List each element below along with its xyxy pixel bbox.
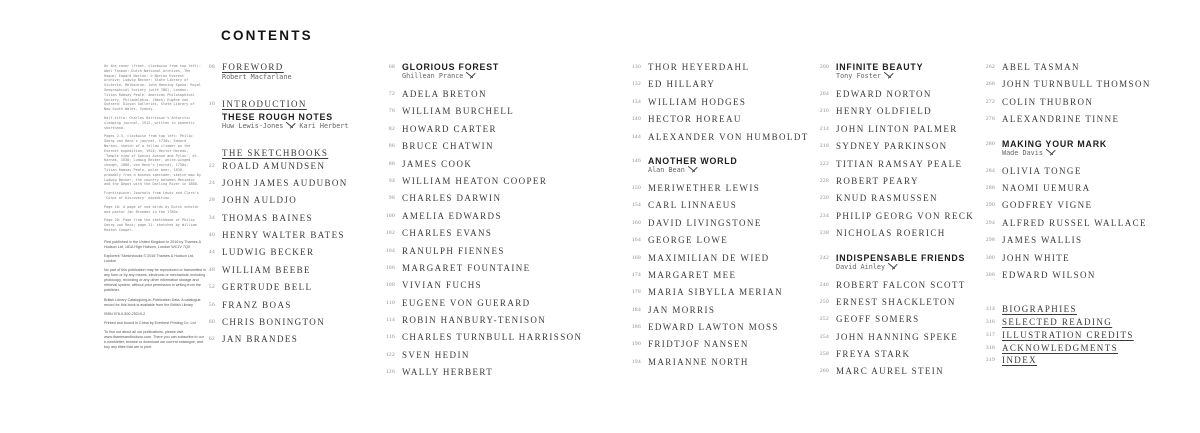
toc-entry <box>982 62 1177 79</box>
page-number: 214 <box>819 125 829 132</box>
page-number: 114 <box>386 317 395 324</box>
page-number: 106 <box>385 264 395 271</box>
publication-paragraph: First published in the United Kingdom in 2016 by Thames & Hudson Ltd, 181A High Holborn, London WC1V 7QX <box>104 240 202 249</box>
page-number: 164 <box>631 237 641 244</box>
publication-paragraph: To find out about all our publications, please visit www.thamesandhudson.com. There you can subscribe to our e-newsletter, browse or download our current catalogue, and buy any titles that are in print. <box>104 330 204 350</box>
explorer-name: JOHN HANNING SPEKE <box>836 331 959 342</box>
publication-paragraph: No part of this publication may be reproduced or transmitted in any form or by any means, electronic or mechanical, including photocopy, recording or any other information storage and retrieval system, without prior permission in writing from the publisher. <box>104 268 206 293</box>
explorer-name: EDWARD LAWTON MOSS <box>648 322 779 333</box>
toc-column-2 <box>382 62 617 385</box>
page-number: 122 <box>385 351 395 358</box>
page-number: 230 <box>819 195 829 202</box>
page-number: 280 <box>985 140 995 147</box>
toc-entry <box>382 176 617 193</box>
toc-entry <box>628 79 818 96</box>
page-number: 250 <box>819 298 829 305</box>
page-number: 228 <box>819 177 829 184</box>
page-number: 210 <box>819 108 829 115</box>
cover-credit-paragraph: Page 10: A page of sea birds by Dutch scholar and pastor Jan Brandes in the 1780s. <box>104 204 199 214</box>
page-number: 44 <box>208 249 215 256</box>
explorer-name: SYDNEY PARKINSON <box>836 141 948 152</box>
toc-entry <box>202 247 377 264</box>
page-number: 200 <box>819 64 829 70</box>
page-number: 48 <box>208 266 215 273</box>
toc-entry <box>382 315 617 332</box>
explorer-name: JOHN JAMES AUDUBON <box>222 177 348 188</box>
page-number: 24 <box>208 179 215 186</box>
contributor-byline: Ghillean Prance <box>402 72 479 81</box>
page-number: 272 <box>985 98 995 105</box>
cover-credit-paragraph: On the cover (front, clockwise from top left): Abel Tasman: Dutch National Archives, The Hague; Edward Norton: © Norton Everest Archive; Ludwig Becker: State Library of Victoria, Melbourne; John Hanning Speke: Royal Geographical Society (with IBG), London; Titian Ramsay Peale: American Philosophical Society, Philadelphia. (Back) Eugène von Guérard: Dixson Galleries, State Library of New South Wales, Sydney. <box>104 64 201 112</box>
explorer-name: FRANZ BOAS <box>222 299 292 310</box>
publication-paragraph: British Library Cataloguing-in-Publication Data. A catalogue record for this book is available from the British Library <box>104 297 201 307</box>
toc-back-heading <box>982 343 1177 356</box>
page-number: 126 <box>385 369 395 376</box>
explorer-name: ROBIN HANBURY-TENISON <box>402 315 547 326</box>
explorer-name: ABEL TASMAN <box>1002 62 1080 72</box>
cover-credit-paragraph: Page 20: Page from the sketchbook of Philip Georg von Reck; page 21: sketches by William Heaton Cooper. <box>104 218 197 232</box>
toc-entry <box>628 253 818 270</box>
toc-entry <box>628 322 818 339</box>
toc-entry <box>628 357 818 374</box>
section-title: INDEX <box>1002 355 1037 366</box>
toc-entry <box>816 366 996 383</box>
explorer-name: WILLIAM HEATON COOPER <box>402 175 548 186</box>
page-number: 98 <box>388 195 395 202</box>
section-title: ACKNOWLEDGMENTS <box>1002 342 1118 353</box>
toc-entry <box>382 141 617 158</box>
toc-entry <box>816 193 996 210</box>
explorer-name: MARGARET MEE <box>648 269 737 280</box>
explorer-name: AMELIA EDWARDS <box>402 210 502 221</box>
toc-entry <box>628 270 818 287</box>
explorer-name: JAMES COOK <box>402 158 473 169</box>
toc-entry <box>382 211 617 228</box>
toc-column-1 <box>202 62 377 352</box>
explorer-name: THOR HEYERDAHL <box>648 62 750 72</box>
page-number: 218 <box>819 143 829 150</box>
pen-nib-icon <box>884 72 894 79</box>
explorer-name: ALEXANDRINE TINNE <box>1002 114 1120 125</box>
toc-section-heading <box>202 99 377 110</box>
page-number: 314 <box>985 306 995 313</box>
toc-entry <box>816 280 996 297</box>
toc-column-3 <box>628 62 818 374</box>
section-title: THESE ROUGH NOTES <box>222 112 333 122</box>
toc-entry <box>382 350 617 367</box>
explorer-name: TITIAN RAMSAY PEALE <box>836 158 963 169</box>
page-number: 268 <box>985 81 995 88</box>
section-title: MAKING YOUR MARK <box>1002 138 1108 149</box>
section-title: GLORIOUS FOREST <box>402 62 500 72</box>
page-number: 319 <box>985 357 995 364</box>
pen-nib-icon <box>1046 149 1056 156</box>
page-number: 258 <box>819 351 829 358</box>
explorer-name: KNUD RASMUSSEN <box>836 193 938 204</box>
toc-entry <box>202 178 377 195</box>
page-number: 28 <box>208 197 215 204</box>
explorer-name: JAMES WALLIS <box>1002 235 1083 246</box>
page-number: 252 <box>819 316 829 323</box>
explorer-name: PHILIP GEORG VON RECK <box>836 210 975 221</box>
page-number: 174 <box>631 271 641 278</box>
page-number: 194 <box>631 358 641 365</box>
toc-entry <box>382 228 617 245</box>
page-number: 276 <box>985 116 995 123</box>
toc-entry <box>816 89 996 106</box>
explorer-name: JAN BRANDES <box>222 334 299 345</box>
toc-entry <box>628 305 818 322</box>
explorer-name: NAOMI UEMURA <box>1002 182 1091 193</box>
explorer-name: MARGARET FOUNTAINE <box>402 262 531 273</box>
page-number: 134 <box>631 98 641 105</box>
explorer-name: MARIANNE NORTH <box>648 356 749 367</box>
toc-entry <box>382 124 617 141</box>
page-number: 76 <box>388 108 395 115</box>
page-number: 298 <box>985 237 995 244</box>
explorer-name: HENRY WALTER BATES <box>222 230 345 241</box>
toc-entry <box>628 235 818 252</box>
toc-entry <box>816 176 996 193</box>
toc-entry <box>382 367 617 384</box>
toc-entry <box>202 195 377 212</box>
page-title: CONTENTS <box>221 28 313 43</box>
toc-column-4 <box>816 62 996 384</box>
contributor-byline: Huw Lewis-Jones Kari Herbert <box>222 122 349 130</box>
toc-entry <box>982 270 1177 287</box>
explorer-name: CHARLES TURNBULL HARRISSON <box>402 332 583 343</box>
toc-entry <box>628 218 818 235</box>
page-number: 34 <box>208 214 215 221</box>
toc-entry <box>202 300 377 317</box>
explorer-name: MAXIMILIAN DE WIED <box>648 252 770 263</box>
explorer-name: BRUCE CHATWIN <box>402 141 494 152</box>
explorer-name: CHARLES DARWIN <box>402 193 502 204</box>
toc-entry <box>816 159 996 176</box>
toc-entry <box>816 228 996 245</box>
toc-entry <box>628 183 818 200</box>
page-number: 204 <box>819 91 829 97</box>
page-number: 316 <box>985 319 995 326</box>
explorer-name: ED HILLARY <box>648 79 716 90</box>
page-number: 186 <box>631 324 641 331</box>
explorer-name: MERIWETHER LEWIS <box>648 182 761 193</box>
toc-feature-heading <box>628 156 818 176</box>
page-number: 108 <box>385 282 395 289</box>
page-number: 234 <box>819 212 829 219</box>
toc-entry <box>202 282 377 299</box>
explorer-name: COLIN THUBRON <box>1002 96 1094 107</box>
explorer-name: MARC AUREL STEIN <box>836 366 945 377</box>
toc-back-heading <box>982 304 1177 317</box>
page-number: 294 <box>985 219 995 226</box>
explorer-name: ALFRED RUSSEL WALLACE <box>1002 217 1147 228</box>
toc-entry <box>382 280 617 297</box>
toc-feature-heading <box>816 62 996 82</box>
explorer-name: DAVID LIVINGSTONE <box>648 217 762 228</box>
toc-entry <box>816 141 996 158</box>
section-title: THE SKETCHBOOKS <box>222 148 329 158</box>
page-number: 288 <box>985 184 995 191</box>
toc-entry <box>982 166 1177 183</box>
page-number: 317 <box>985 331 995 338</box>
toc-entry <box>202 265 377 282</box>
publication-paragraph: Printed and bound in China by Everbest Printing Co. Ltd <box>104 320 196 325</box>
explorer-name: FRIDTJOF NANSEN <box>648 339 749 350</box>
toc-entry <box>202 230 377 247</box>
toc-entry <box>982 218 1177 235</box>
toc-entry <box>982 79 1177 96</box>
contributor-byline: David Ainley <box>836 263 901 272</box>
page-number: 88 <box>388 160 395 167</box>
toc-section-heading <box>202 62 377 83</box>
explorer-name: NICHOLAS ROERICH <box>836 228 946 239</box>
explorer-name: FREYA STARK <box>836 349 911 360</box>
toc-entry <box>816 297 996 314</box>
page-number: 62 <box>208 336 215 343</box>
page-number: 56 <box>208 301 215 308</box>
toc-entry <box>816 124 996 141</box>
page-number: 238 <box>819 230 829 237</box>
toc-entry <box>202 161 377 178</box>
pen-nib-icon <box>688 166 698 173</box>
explorer-name: CHRIS BONINGTON <box>222 317 326 328</box>
page-number: 52 <box>208 284 215 291</box>
contributor-byline: Wade Davis <box>1002 149 1059 158</box>
page-number: 290 <box>985 202 995 209</box>
toc-entry <box>982 97 1177 114</box>
explorer-name: VIVIAN FUCHS <box>402 280 483 291</box>
explorer-name: LUDWIG BECKER <box>222 247 315 258</box>
page-number: 140 <box>631 116 641 123</box>
toc-entry <box>982 114 1177 131</box>
explorer-name: HOWARD CARTER <box>402 123 497 134</box>
toc-entry <box>628 339 818 356</box>
contributor-byline: Tony Foster <box>836 72 897 81</box>
cover-credits <box>104 64 202 237</box>
page-number: 72 <box>388 91 395 97</box>
explorer-name: GODFREY VIGNE <box>1002 200 1093 211</box>
toc-entry <box>816 106 996 123</box>
toc-entry <box>382 332 617 349</box>
toc-entry <box>382 263 617 280</box>
page-number: 146 <box>631 157 641 164</box>
page-number: 60 <box>208 319 215 326</box>
explorer-name: THOMAS BAINES <box>222 212 313 223</box>
section-title: ILLUSTRATION CREDITS <box>1002 329 1134 340</box>
cover-credit-paragraph: Half-title: Charles Harrisson's Antarctic sledging journal, 1912, written in phonetic shorthand. <box>104 115 195 130</box>
page-number: 86 <box>388 143 395 150</box>
page-number: 144 <box>631 133 641 140</box>
page-number: 318 <box>985 344 995 351</box>
toc-entry <box>982 235 1177 252</box>
publication-paragraph: ISBN 978-0-500-25219-2 <box>104 311 146 316</box>
explorer-name: EUGENE VON GUERARD <box>402 297 531 308</box>
toc-entry <box>816 211 996 228</box>
toc-section-heading <box>202 148 377 159</box>
explorer-name: GEOFF SOMERS <box>836 314 920 325</box>
toc-feature-heading <box>382 62 617 82</box>
toc-entry <box>628 114 818 131</box>
explorer-name: GERTRUDE BELL <box>222 282 313 293</box>
explorer-name: MARIA SIBYLLA MERIAN <box>648 287 784 298</box>
toc-entry <box>382 106 617 123</box>
page-number: 246 <box>819 281 829 288</box>
page-number: 130 <box>631 64 641 70</box>
toc-entry <box>382 298 617 315</box>
page-number: 168 <box>631 254 641 261</box>
explorer-name: JOHN AULDJO <box>222 195 298 206</box>
explorer-name: CHARLES EVANS <box>402 228 493 239</box>
explorer-name: RANULPH FIENNES <box>402 245 505 256</box>
toc-entry <box>382 159 617 176</box>
section-title: FOREWORD <box>222 62 284 72</box>
explorer-name: WILLIAM BURCHELL <box>402 106 515 117</box>
page-number: 150 <box>631 184 641 191</box>
explorer-name: ALEXANDER VON HUMBOLDT <box>648 131 809 142</box>
page-number: 254 <box>819 333 829 340</box>
explorer-name: ERNEST SHACKLETON <box>836 296 956 307</box>
page-number: 40 <box>208 232 215 239</box>
explorer-name: OLIVIA TONGE <box>1002 165 1082 176</box>
contributor-byline: Robert Macfarlane <box>222 73 292 81</box>
page-number: 08 <box>208 64 215 70</box>
toc-feature-heading <box>982 139 1177 159</box>
page-number: 190 <box>631 341 641 348</box>
toc-feature-heading <box>816 253 996 273</box>
page-number: 82 <box>388 125 395 132</box>
publication-paragraph: Explorers' Sketchbooks © 2016 Thames & Hudson Ltd, London <box>104 254 195 264</box>
explorer-name: CARL LINNAEUS <box>648 200 738 211</box>
toc-entry <box>816 314 996 331</box>
page-number: 104 <box>385 247 395 254</box>
page-number: 68 <box>388 64 395 70</box>
section-title: INDISPENSABLE FRIENDS <box>836 252 966 263</box>
page-number: 102 <box>385 230 395 237</box>
toc-entry <box>628 200 818 217</box>
explorer-name: JAN MORRIS <box>648 304 716 315</box>
section-title: SELECTED READING <box>1002 317 1113 328</box>
explorer-name: ROALD AMUNDSEN <box>222 160 326 171</box>
explorer-name: SVEN HEDIN <box>402 349 470 360</box>
toc-back-heading <box>982 330 1177 343</box>
page-number: 284 <box>985 167 995 174</box>
explorer-name: EDWARD WILSON <box>1002 269 1096 280</box>
section-title: BIOGRAPHIES <box>1002 304 1077 315</box>
publication-info <box>104 240 206 354</box>
explorer-name: EDWARD NORTON <box>836 89 932 99</box>
toc-feature-heading <box>202 112 377 132</box>
explorer-name: WILLIAM BEEBE <box>222 264 311 275</box>
cover-credit-paragraph: Pages 2-3, clockwise from top left: Philip Georg von Reck's journal, 1730s; Edward Norton, sketch of a fellow climber on the Everest expedition, 1924; Hector Horeau, 'Temple view of Sphinx Avenue and Pylon', el-Karnak, 1838; Ludwig Becker, white-winged chough, 1860; von Reck's journal, 1730s; Titian Ramsay Peale, polar bear, 1830, probably from a museum specimen; sketch map by Ludwig Becker, the country between Menindie and the Depot with the Darling River in 1860. <box>104 134 201 187</box>
toc-entry <box>982 183 1177 200</box>
toc-entry <box>382 89 617 106</box>
explorer-name: WALLY HERBERT <box>402 367 494 378</box>
page-number: 22 <box>208 162 215 169</box>
pen-nib-icon <box>466 72 476 79</box>
pen-nib-icon <box>286 122 296 129</box>
explorer-name: HECTOR HOREAU <box>648 114 742 125</box>
explorer-name: HENRY OLDFIELD <box>836 106 933 117</box>
toc-entry <box>382 193 617 210</box>
toc-entry <box>382 246 617 263</box>
page-number: 154 <box>631 202 641 209</box>
toc-entry <box>816 349 996 366</box>
section-title: ANOTHER WORLD <box>648 155 738 166</box>
page-number: 132 <box>631 81 641 88</box>
page-number: 262 <box>985 64 995 70</box>
explorer-name: GEORGE LOWE <box>648 235 729 246</box>
section-title: INFINITE BEAUTY <box>836 62 924 72</box>
explorer-name: ADELA BRETON <box>402 89 487 99</box>
page-number: 222 <box>819 160 829 167</box>
page-number: 300 <box>985 254 995 261</box>
toc-entry <box>982 253 1177 270</box>
page-number: 10 <box>208 101 215 107</box>
page-number: 94 <box>388 177 395 184</box>
contributor-byline: Alan Bean <box>648 166 701 175</box>
toc-entry <box>982 200 1177 217</box>
page-number: 116 <box>386 334 395 341</box>
toc-entry <box>628 287 818 304</box>
toc-entry <box>628 132 818 149</box>
toc-entry <box>202 334 377 351</box>
toc-entry <box>202 213 377 230</box>
explorer-name: ROBERT FALCON SCOTT <box>836 279 966 290</box>
toc-entry <box>816 332 996 349</box>
page-number: 160 <box>631 219 641 226</box>
section-title: INTRODUCTION <box>222 99 307 109</box>
page-number: 260 <box>819 368 829 375</box>
page-number: 100 <box>385 212 395 219</box>
toc-entry <box>628 97 818 114</box>
cover-credit-paragraph: Frontispiece: Journals from Lewis and Clark's 'Corps of Discovery' expedition. <box>104 191 199 200</box>
explorer-name: WILLIAM HODGES <box>648 96 747 107</box>
explorer-name: ROBERT PEARY <box>836 175 919 186</box>
page-number: 110 <box>386 299 395 306</box>
explorer-name: JOHN LINTON PALMER <box>836 123 958 134</box>
explorer-name: JOHN WHITE <box>1002 252 1071 263</box>
toc-column-5 <box>982 62 1177 368</box>
pen-nib-icon <box>888 263 898 270</box>
page-number: 242 <box>819 254 829 261</box>
page-number: 184 <box>631 306 641 313</box>
page-number: 178 <box>631 289 641 296</box>
toc-back-heading <box>982 355 1177 368</box>
explorer-name: JOHN TURNBULL THOMSON <box>1002 79 1151 90</box>
toc-entry <box>202 317 377 334</box>
toc-back-heading <box>982 317 1177 330</box>
toc-entry <box>628 62 818 79</box>
page-number: 306 <box>985 271 995 278</box>
